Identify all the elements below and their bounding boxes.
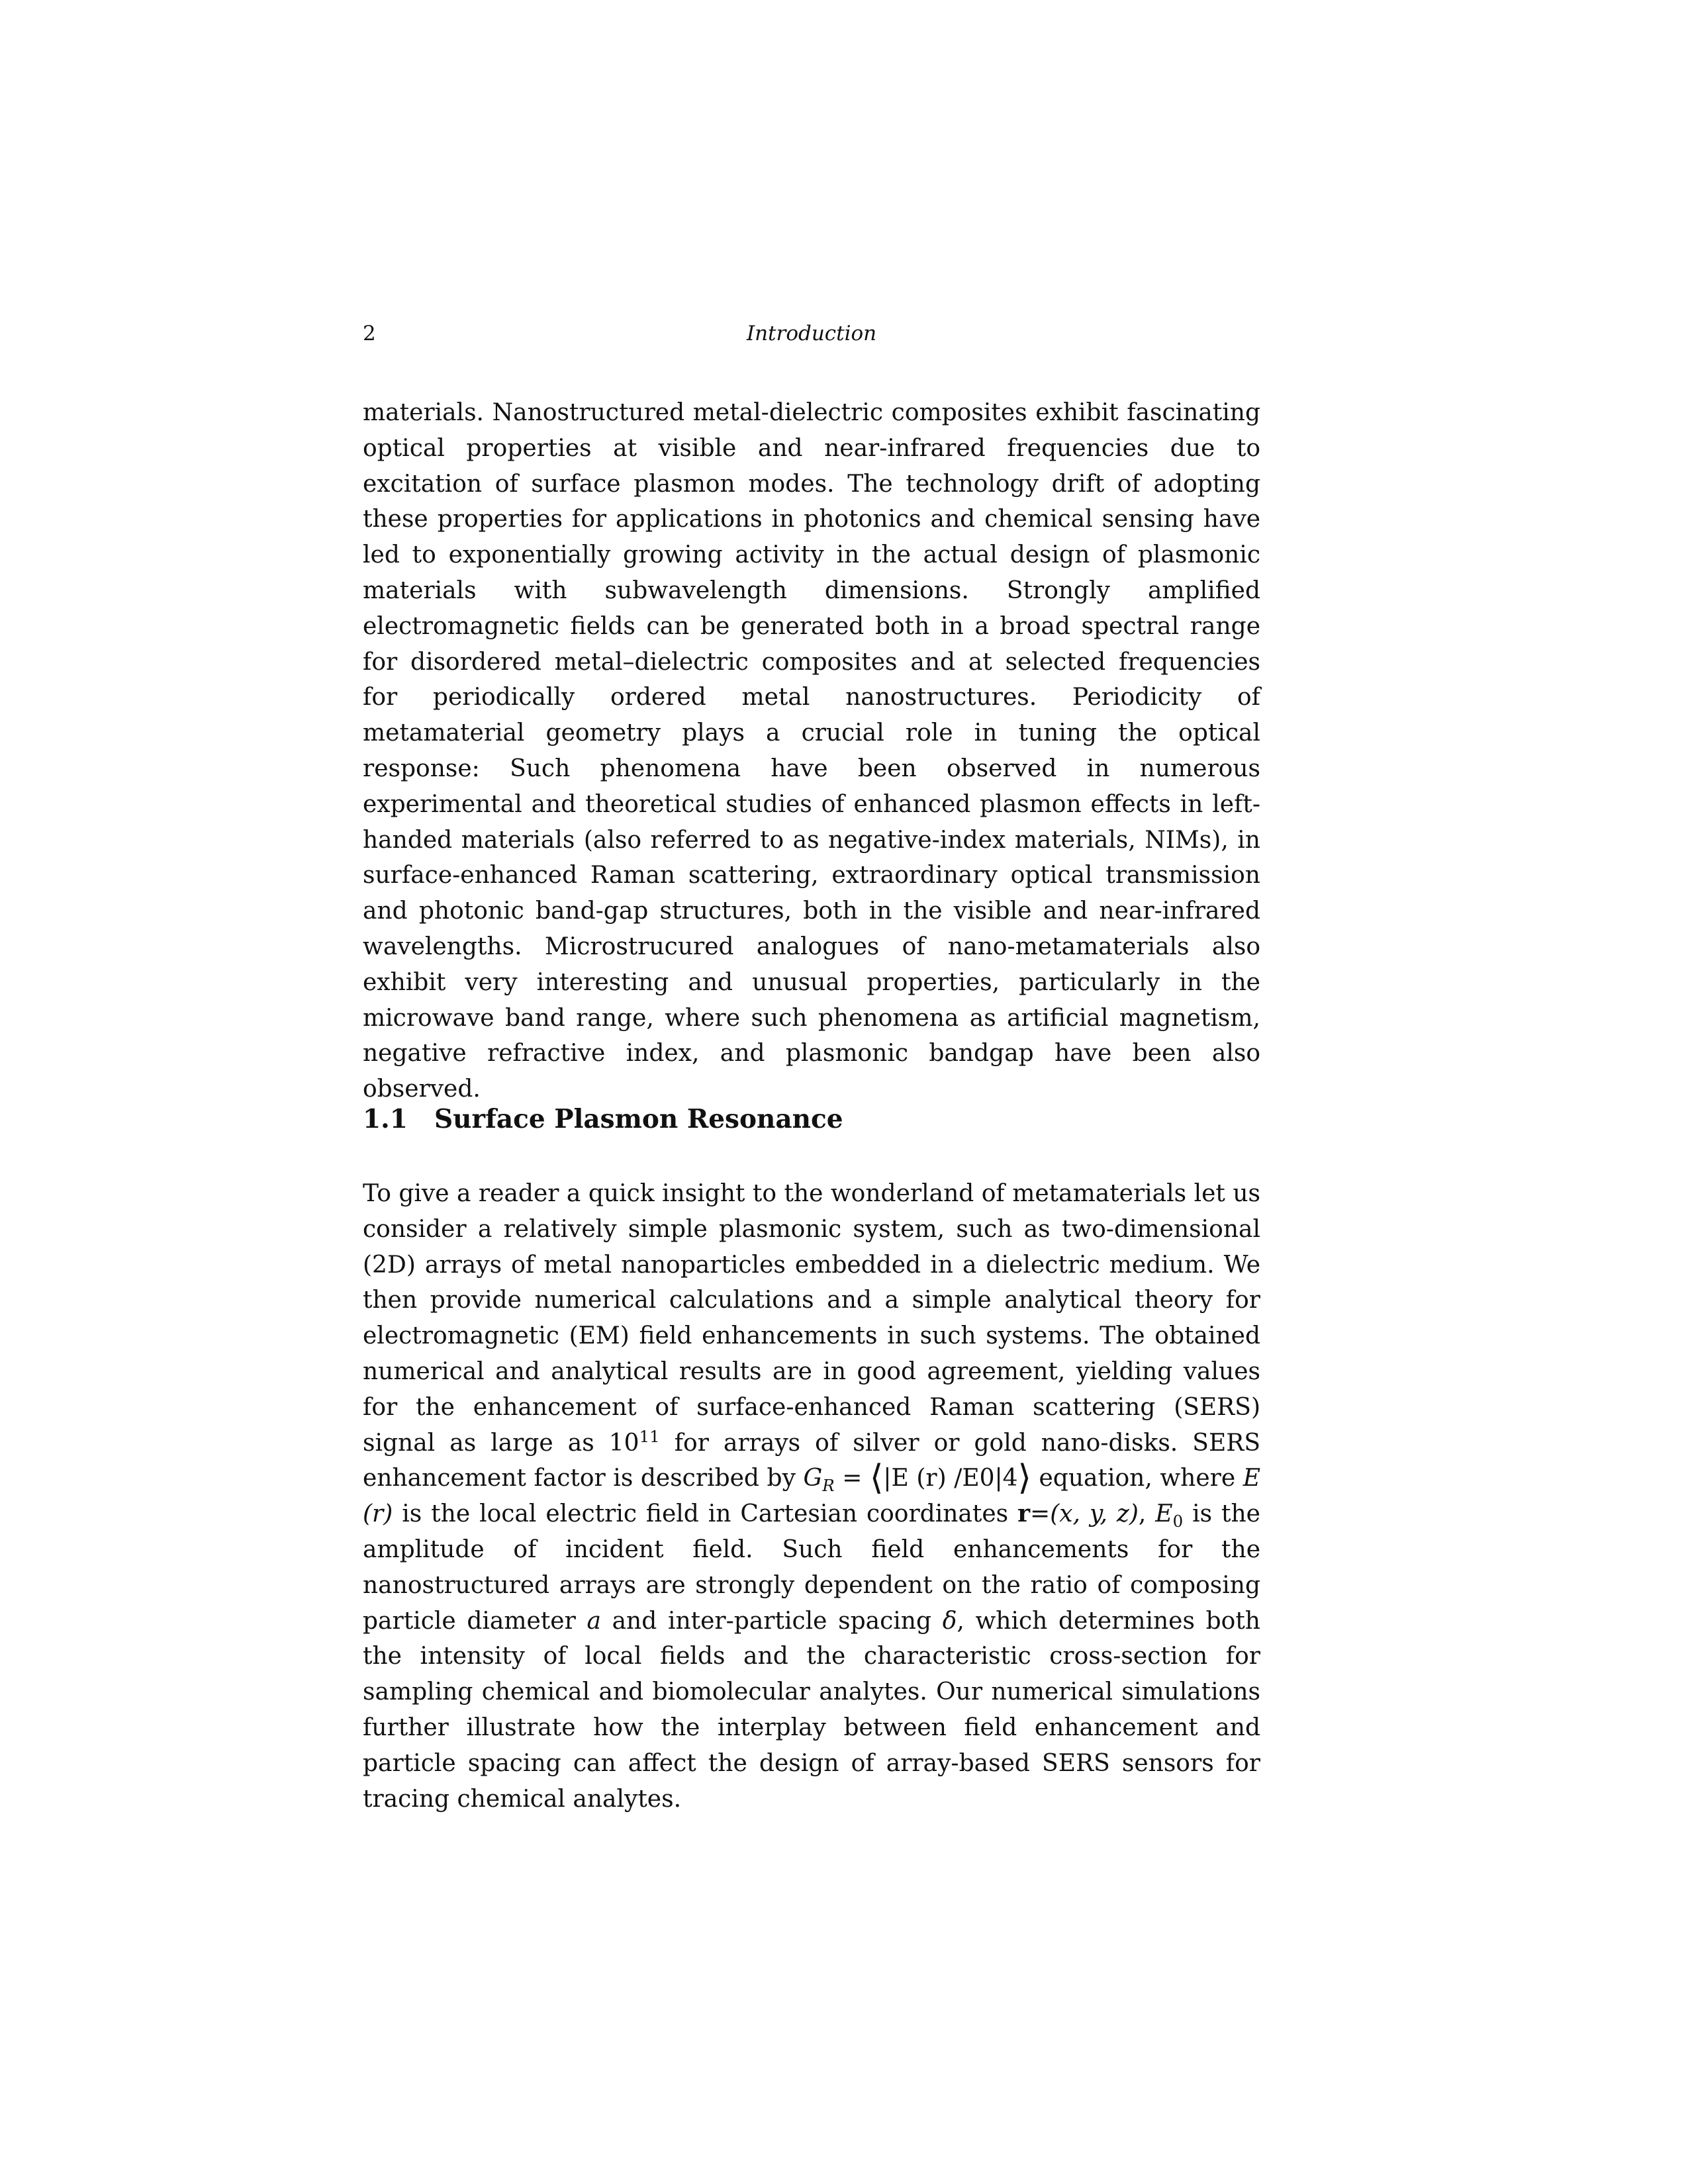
sers-enhancement-formula: $G_R$ = ⟨|E (r) /E0|4⟩ (803, 1458, 1031, 1498)
position-vector: r (1017, 1500, 1031, 1528)
book-page (363, 0, 1260, 2184)
text-run: is the local electric field in Cartesian coordinates (393, 1500, 1018, 1528)
power-of-ten: $10^{11}$ (608, 1426, 660, 1457)
running-head (363, 322, 1260, 355)
text-run: , (1138, 1500, 1156, 1528)
body-paragraph-spr: To give a reader a quick insight to the wonderland of metamaterials let us consider a relatively simple plasmonic system, such as two-dimensional (2D) arrays of metal nanoparticles embedded in a dielectric medium. We then provide numerical calculations and a simple analytical theory for electromagnetic (EM) field enhancements in such systems. The obtained numerical and analytical results are in good agreement, yielding values for the enhancement of surface-enhanced Raman scattering (SERS) signal as large as $10^{11}$ for arrays of silver or gold nano-disks. SERS enhancement factor is described by $G_R$ = ⟨|E (r) /E0|4⟩ equation, where E (r) is the local electric field in Cartesian coordinates r=(x, y, z), $E_0$ is the amplitude of incident field. Such field enhancements for the nanostructured arrays are strongly dependent on the ratio of composing particle diameter a and inter-particle spacing δ, which determines both the intensity of local fields and the characteristic cross-section for sampling chemical and biomolecular analytes. Our numerical simulations further illustrate how the interplay between field enhancement and particle spacing can affect the design of array-based SERS sensors for tracing chemical analytes. (363, 1180, 1260, 1813)
page-number: 2 (363, 322, 376, 345)
section-number: 1.1 (363, 1104, 408, 1134)
section-title: Surface Plasmon Resonance (434, 1104, 843, 1134)
right-angle-bracket: ⟩ (1017, 1458, 1031, 1498)
text-run: and inter-particle spacing (600, 1607, 943, 1635)
text-run: equation, where (1031, 1465, 1243, 1492)
section-heading (363, 1104, 843, 1134)
text-run: , which determines both the intensity of local fields and the characteristic cross-section for sampling chemical and biomolecular analytes. Our numerical simulations further illustrate how the interplay between field enhancement and particle spacing can affect the design of array-based SERS sensors for tracing chemical analytes. (363, 1607, 1260, 1813)
formula-average-term: |E (r) /E0|4 (883, 1465, 1018, 1492)
text-run: To give a reader a quick insight to the wonderland of metamaterials let us consider a relatively simple plasmonic system, such as two-dimensional (2D) arrays of metal nanoparticles embedded in a dielectric medium. We then provide numerical calculations and a simple analytical theory for electromagnetic (EM) field enhancements in such systems. The obtained numerical and analytical results are in good agreement, yielding values for the enhancement of surface-enhanced Raman scattering (SERS) signal as large as (363, 1180, 1260, 1457)
coordinate-tuple: =(x, y, z) (1030, 1500, 1139, 1528)
field-expression: E (r) (363, 1465, 1260, 1528)
left-angle-bracket: ⟨ (869, 1458, 884, 1498)
body-paragraph-intro: materials. Nanostructured metal-dielectric composites exhibit fascinating optical properties at visible and near-infrared frequencies due to excitation of surface plasmon modes. The technology drift of adopting these properties for applications in photonics and chemical sensing have led to exponentially growing activity in the actual design of plasmonic materials with subwavelength dimensions. Strongly amplified electromagnetic fields can be generated both in a broad spectral range for disordered metal–dielectric composites and at selected frequencies for periodically ordered metal nanostructures. Periodicity of metamaterial geometry plays a crucial role in tuning the optical response: Such phenomena have been observed in numerous experimental and theoretical studies of enhanced plasmon effects in left-handed materials (also referred to as negative-index materials, NIMs), in surface-enhanced Raman scattering, extraordinary optical transmission and photonic band-gap structures, both in the visible and near-infrared wavelengths. Microstrucured analogues of nano-metamaterials also exhibit very interesting and unusual properties, particularly in the microwave band range, where such phenomena as artificial magnetism, negative refractive index, and plasmonic bandgap have been also observed. (363, 399, 1260, 1103)
diameter-symbol: a (586, 1607, 601, 1635)
running-chapter-title: Introduction (746, 322, 877, 345)
text-run: is the amplitude of incident field. Such field enhancements for the nanostructured arrays are strongly dependent on the ratio of composing particle diameter (363, 1500, 1260, 1635)
amplitude-symbol: E (1155, 1500, 1173, 1528)
text-run: for arrays of silver or gold nano-disks. SERS enhancement factor is described by (363, 1429, 1260, 1492)
spacing-symbol: δ (942, 1607, 957, 1635)
